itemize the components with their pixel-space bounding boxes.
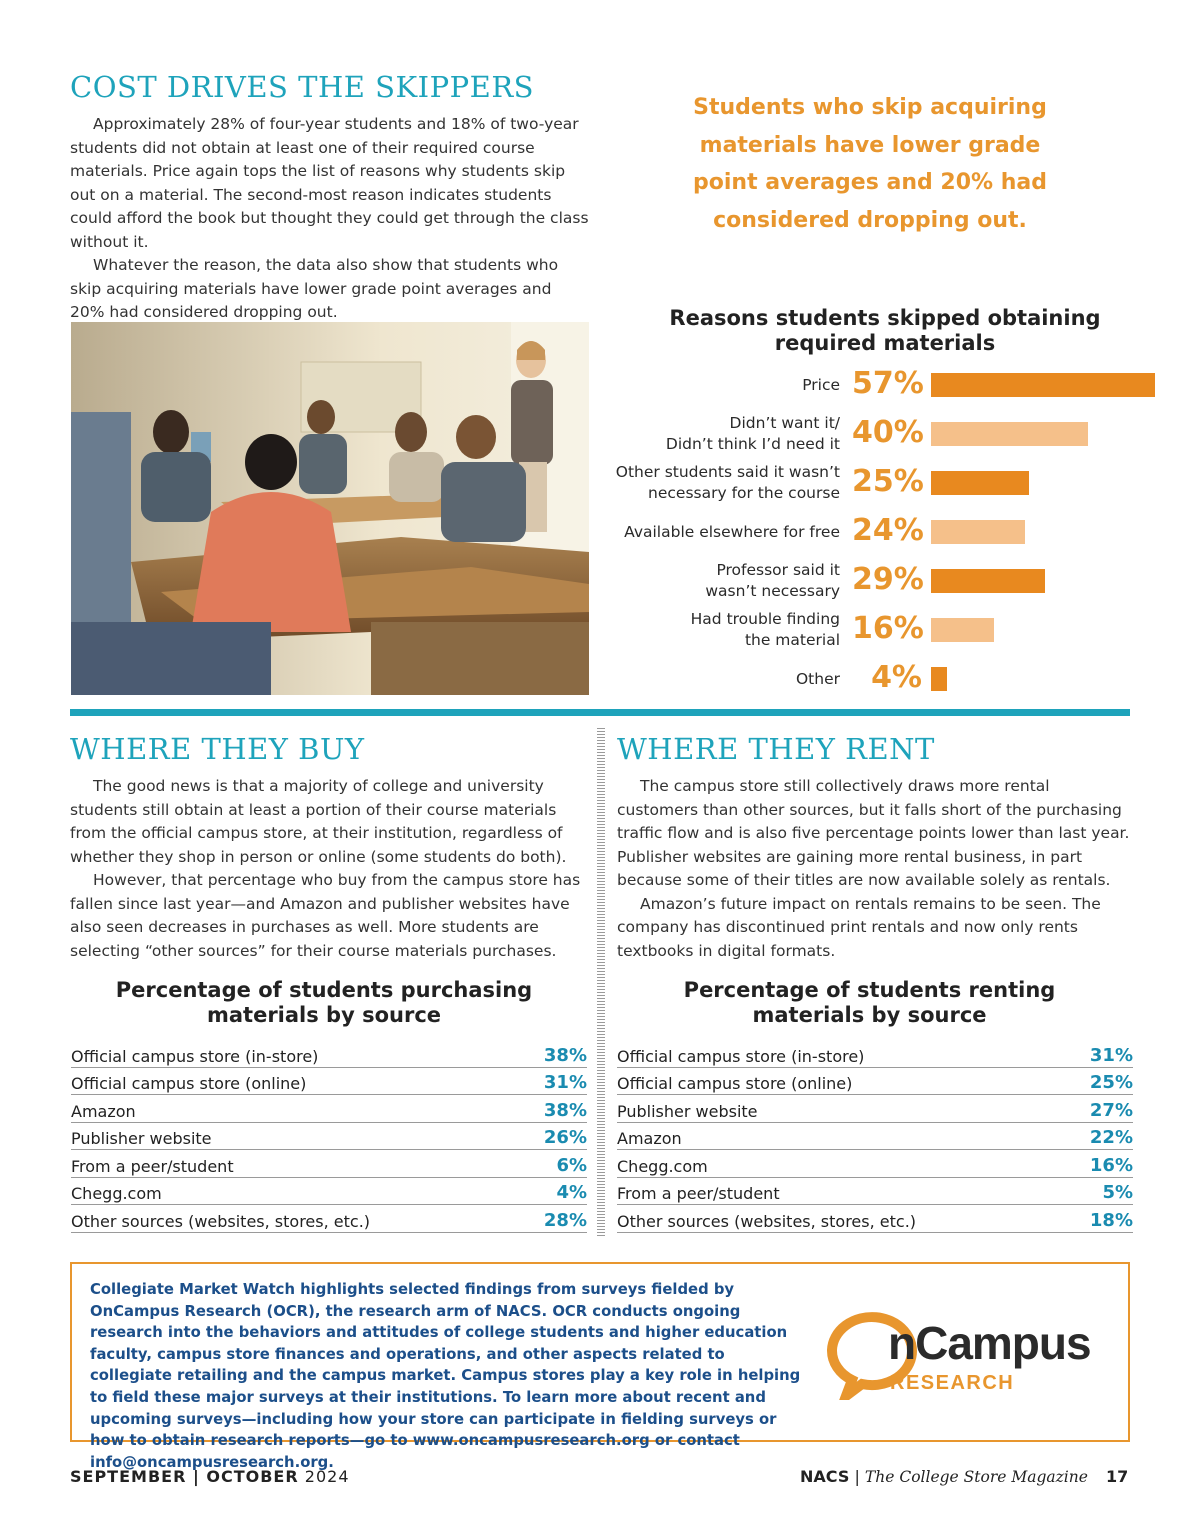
footer-magazine-name: The College Store Magazine [864, 1468, 1088, 1486]
rent-table-title [617, 978, 1122, 1028]
row-value: 22% [1089, 1127, 1133, 1148]
cost-paragraph-2: Whatever the reason, the data also show that students who skip acquiring materials have lower grade point averages and 20% had considered dropping out. [70, 256, 559, 321]
row-value: 4% [556, 1182, 587, 1203]
logo-subtitle: RESEARCH [890, 1372, 1015, 1394]
bar-value-label: 29% [852, 562, 924, 597]
bar [931, 520, 1025, 544]
bar-label-line: Professor said it [716, 561, 840, 579]
table-row [617, 1068, 1133, 1096]
table-row [617, 1150, 1133, 1178]
row-value: 38% [543, 1044, 587, 1066]
buy-table [71, 1040, 587, 1233]
row-label: Official campus store (in-store) [71, 1046, 319, 1066]
buy-table-title [70, 978, 578, 1028]
table-row [71, 1095, 587, 1123]
row-label: From a peer/student [71, 1156, 234, 1176]
reasons-chart-title [640, 306, 1130, 356]
bar-label-line: necessary for the course [648, 484, 840, 502]
footer-publication [800, 1467, 1088, 1486]
table-row [71, 1068, 587, 1096]
footer-issue-months: SEPTEMBER | OCTOBER [70, 1467, 299, 1486]
bar [931, 667, 947, 691]
bar-value-label: 4% [871, 660, 922, 695]
bar-label [796, 669, 840, 690]
page-number: 17 [1106, 1467, 1129, 1486]
row-label: Amazon [71, 1101, 136, 1121]
buy-paragraph-2: However, that percentage who buy from the campus store has fallen since last year—and Amazon and publisher websites have also seen decreases in purchases as well. More students are selecting “other sources” for their course materials purchases. [70, 871, 581, 960]
bar-label [691, 609, 840, 651]
row-value: 26% [543, 1127, 587, 1148]
footer-issue-year: 2024 [304, 1467, 350, 1486]
table-row [617, 1095, 1133, 1123]
ocr-callout-box [70, 1262, 1130, 1471]
row-value: 31% [1089, 1044, 1133, 1066]
logo-wordmark: nCampus [888, 1317, 1091, 1369]
bar-value-label: 40% [852, 415, 924, 450]
bar [931, 422, 1088, 446]
rent-paragraph-2: Amazon’s future impact on rentals remains to be seen. The company has discontinued print rentals and now only rents textbooks in digital formats. [617, 894, 1101, 960]
bar [931, 569, 1045, 593]
section-divider [70, 709, 1130, 716]
pull-quote-line: materials have lower grade [699, 132, 1041, 158]
row-value: 28% [543, 1209, 587, 1231]
bar-label-line: Available elsewhere for free [624, 522, 840, 541]
classroom-photo [71, 322, 589, 695]
row-label: Publisher website [71, 1129, 212, 1148]
table-row [617, 1205, 1133, 1233]
cost-body [70, 113, 590, 325]
pull-quote-line: point averages and 20% had [693, 170, 1047, 195]
rent-table [617, 1040, 1133, 1233]
rent-table-title-line: Percentage of students renting [683, 978, 1056, 1002]
pull-quote [650, 89, 1090, 239]
table-row [71, 1150, 587, 1178]
buy-section-title: WHERE THEY BUY [70, 732, 365, 766]
bar-label [802, 375, 840, 396]
row-value: 31% [543, 1072, 587, 1093]
bar-label [616, 462, 840, 504]
callout-text: Collegiate Market Watch highlights selected findings from surveys fielded by OnCampus Research (OCR), the research arm of NACS. OCR conducts ongoing research into the behaviors and attitudes of college students and higher education faculty, campus store finances and operations, and other aspects related to collegiate retailing and the campus market. Campus stores play a key role in helping to field these major surveys at their institutions. To learn more about recent and upcoming surveys—including how your store can participate in fielding surveys or how to obtain research reports—go to www.oncampusresearch.org or contact info@oncampusresearch.org. [90, 1281, 801, 1471]
bar-value-label: 57% [852, 366, 924, 401]
bar-value-label: 25% [852, 464, 924, 499]
bar-label [705, 560, 840, 602]
bar-label-line: Price [802, 375, 840, 394]
reasons-chart-title-line: Reasons students skipped obtaining [669, 306, 1101, 330]
row-label: Other sources (websites, stores, etc.) [71, 1211, 371, 1231]
bar-label-line: Other students said it wasn’t [615, 463, 840, 481]
row-label: Chegg.com [71, 1184, 162, 1203]
bar [931, 373, 1155, 397]
rent-table-title-line: materials by source [752, 1003, 987, 1027]
row-label: Chegg.com [617, 1156, 708, 1176]
table-row [71, 1178, 587, 1206]
bar-value-label: 24% [852, 513, 924, 548]
row-value: 25% [1089, 1072, 1133, 1093]
row-label: Official campus store (in-store) [617, 1046, 865, 1066]
bar-label-line: Didn’t want it/ [729, 414, 840, 432]
table-row [71, 1040, 587, 1068]
row-value: 16% [1089, 1154, 1133, 1176]
bar [931, 618, 994, 642]
row-value: 18% [1089, 1209, 1133, 1231]
row-value: 38% [543, 1099, 587, 1121]
buy-table-title-line: materials by source [206, 1003, 442, 1027]
cost-paragraph-1: Approximately 28% of four-year students and 18% of two-year students did not obtain at least one of their required course materials. Price again tops the list of reasons why students skip out on a material. The second-most reason indicates students could afford the book but thought they could get through the class without it. [70, 115, 589, 251]
reasons-chart-title-line: required materials [774, 331, 996, 355]
table-row [71, 1205, 587, 1233]
row-label: Publisher website [617, 1101, 758, 1121]
table-row [617, 1123, 1133, 1151]
row-label: Amazon [617, 1129, 682, 1148]
row-label: Official campus store (online) [71, 1074, 307, 1093]
rent-paragraph-1: The campus store still collectively draws more rental customers than other sources, but it falls short of the purchasing traffic flow and is also five percentage points lower than last year. Publisher websites are gaining more rental business, in part because some of their titles are now available solely as rentals. [617, 777, 1130, 889]
row-value: 6% [556, 1154, 587, 1176]
bar-label-line: Had trouble finding [690, 610, 840, 628]
row-value: 5% [1102, 1182, 1133, 1203]
bar-label [666, 413, 840, 455]
table-row [617, 1178, 1133, 1206]
cost-section-title: COST DRIVES THE SKIPPERS [70, 70, 535, 104]
pull-quote-line: Students who skip acquiring [693, 95, 1047, 120]
bar-label-line: wasn’t necessary [705, 582, 840, 600]
buy-table-title-line: Percentage of students purchasing [115, 978, 533, 1002]
column-divider [597, 728, 605, 1238]
pull-quote-line: considered dropping out. [713, 207, 1027, 233]
table-row [617, 1040, 1133, 1068]
row-label: Other sources (websites, stores, etc.) [617, 1211, 917, 1231]
bar-value-label: 16% [852, 611, 924, 646]
row-value: 27% [1089, 1099, 1133, 1121]
rent-body [617, 775, 1132, 963]
oncampus-research-logo [820, 1310, 1120, 1400]
footer-issue [70, 1467, 350, 1486]
bar [931, 471, 1029, 495]
row-label: From a peer/student [617, 1184, 780, 1203]
table-row [71, 1123, 587, 1151]
bar-label-line: Didn’t think I’d need it [665, 435, 840, 453]
row-label: Official campus store (online) [617, 1074, 853, 1093]
footer-org: NACS [800, 1467, 850, 1486]
footer-separator: | [854, 1467, 860, 1486]
buy-paragraph-1: The good news is that a majority of college and university students still obtain at least a portion of their course materials from the official campus store, at their institution, regardless of whether they shop in person or online (some students do both). [70, 777, 567, 866]
bar-label-line: Other [795, 669, 840, 688]
buy-body [70, 775, 590, 963]
bar-label [624, 522, 840, 543]
bar-label-line: the material [744, 631, 840, 649]
rent-section-title: WHERE THEY RENT [617, 732, 935, 766]
